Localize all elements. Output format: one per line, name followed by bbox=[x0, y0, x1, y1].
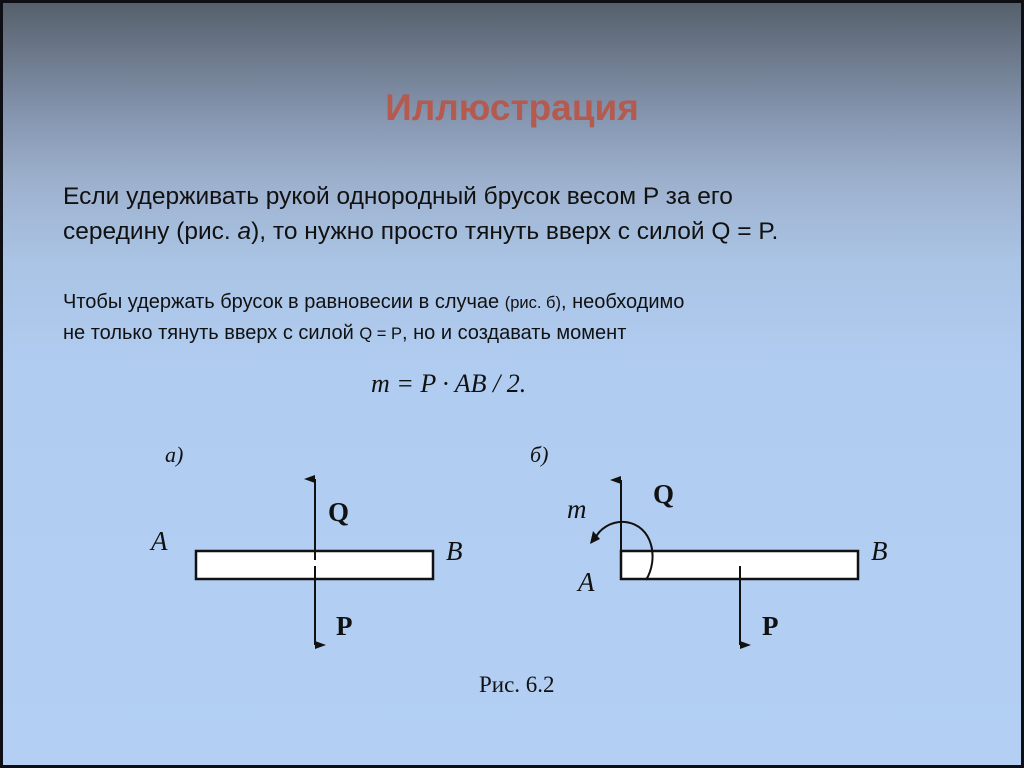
case-b-line-1-end: , необходимо bbox=[561, 291, 685, 313]
figure-ref-b: (рис. б) bbox=[504, 294, 561, 312]
figure-b-point-b-label: B bbox=[871, 536, 888, 566]
slide bbox=[3, 3, 1021, 765]
intro-line-2-start: середину (рис. bbox=[63, 218, 238, 245]
figure-a-label: а) bbox=[165, 442, 184, 467]
case-b-line-1-start: Чтобы удержать брусок в равновесии в случае bbox=[63, 291, 505, 313]
paragraph-intro-line-1: Если удерживать рукой однородный брусок весом P за его bbox=[63, 183, 733, 210]
intro-line-2-end: ), то нужно просто тянуть вверх с силой Q = P. bbox=[251, 218, 779, 245]
moment-formula: m = P · AB / 2. bbox=[371, 369, 527, 398]
figure-a bbox=[149, 442, 463, 645]
figure-diagrams bbox=[3, 3, 1021, 765]
figure-b-force-p-label: P bbox=[762, 611, 779, 641]
figure-a-force-p-label: P bbox=[336, 611, 353, 641]
figure-a-force-q-label: Q bbox=[328, 497, 350, 527]
force-equation: Q = P bbox=[359, 325, 402, 343]
figure-a-point-a-label: A bbox=[151, 526, 168, 556]
figure-b-point-a-label: A bbox=[578, 567, 595, 597]
figure-b-moment-label: m bbox=[567, 494, 587, 524]
figure-b-force-q-label: Q bbox=[653, 479, 675, 509]
figure-ref-a: а bbox=[237, 218, 252, 245]
figure-b bbox=[530, 442, 888, 645]
figure-a-point-b-label: B bbox=[446, 536, 463, 566]
case-b-line-2-end: , но и создавать момент bbox=[402, 322, 627, 344]
figure-caption: Рис. 6.2 bbox=[479, 672, 555, 697]
figure-b-label: б) bbox=[530, 442, 549, 467]
case-b-line-2-start: не только тянуть вверх с силой bbox=[63, 322, 360, 344]
slide-title: Иллюстрация bbox=[385, 87, 639, 128]
